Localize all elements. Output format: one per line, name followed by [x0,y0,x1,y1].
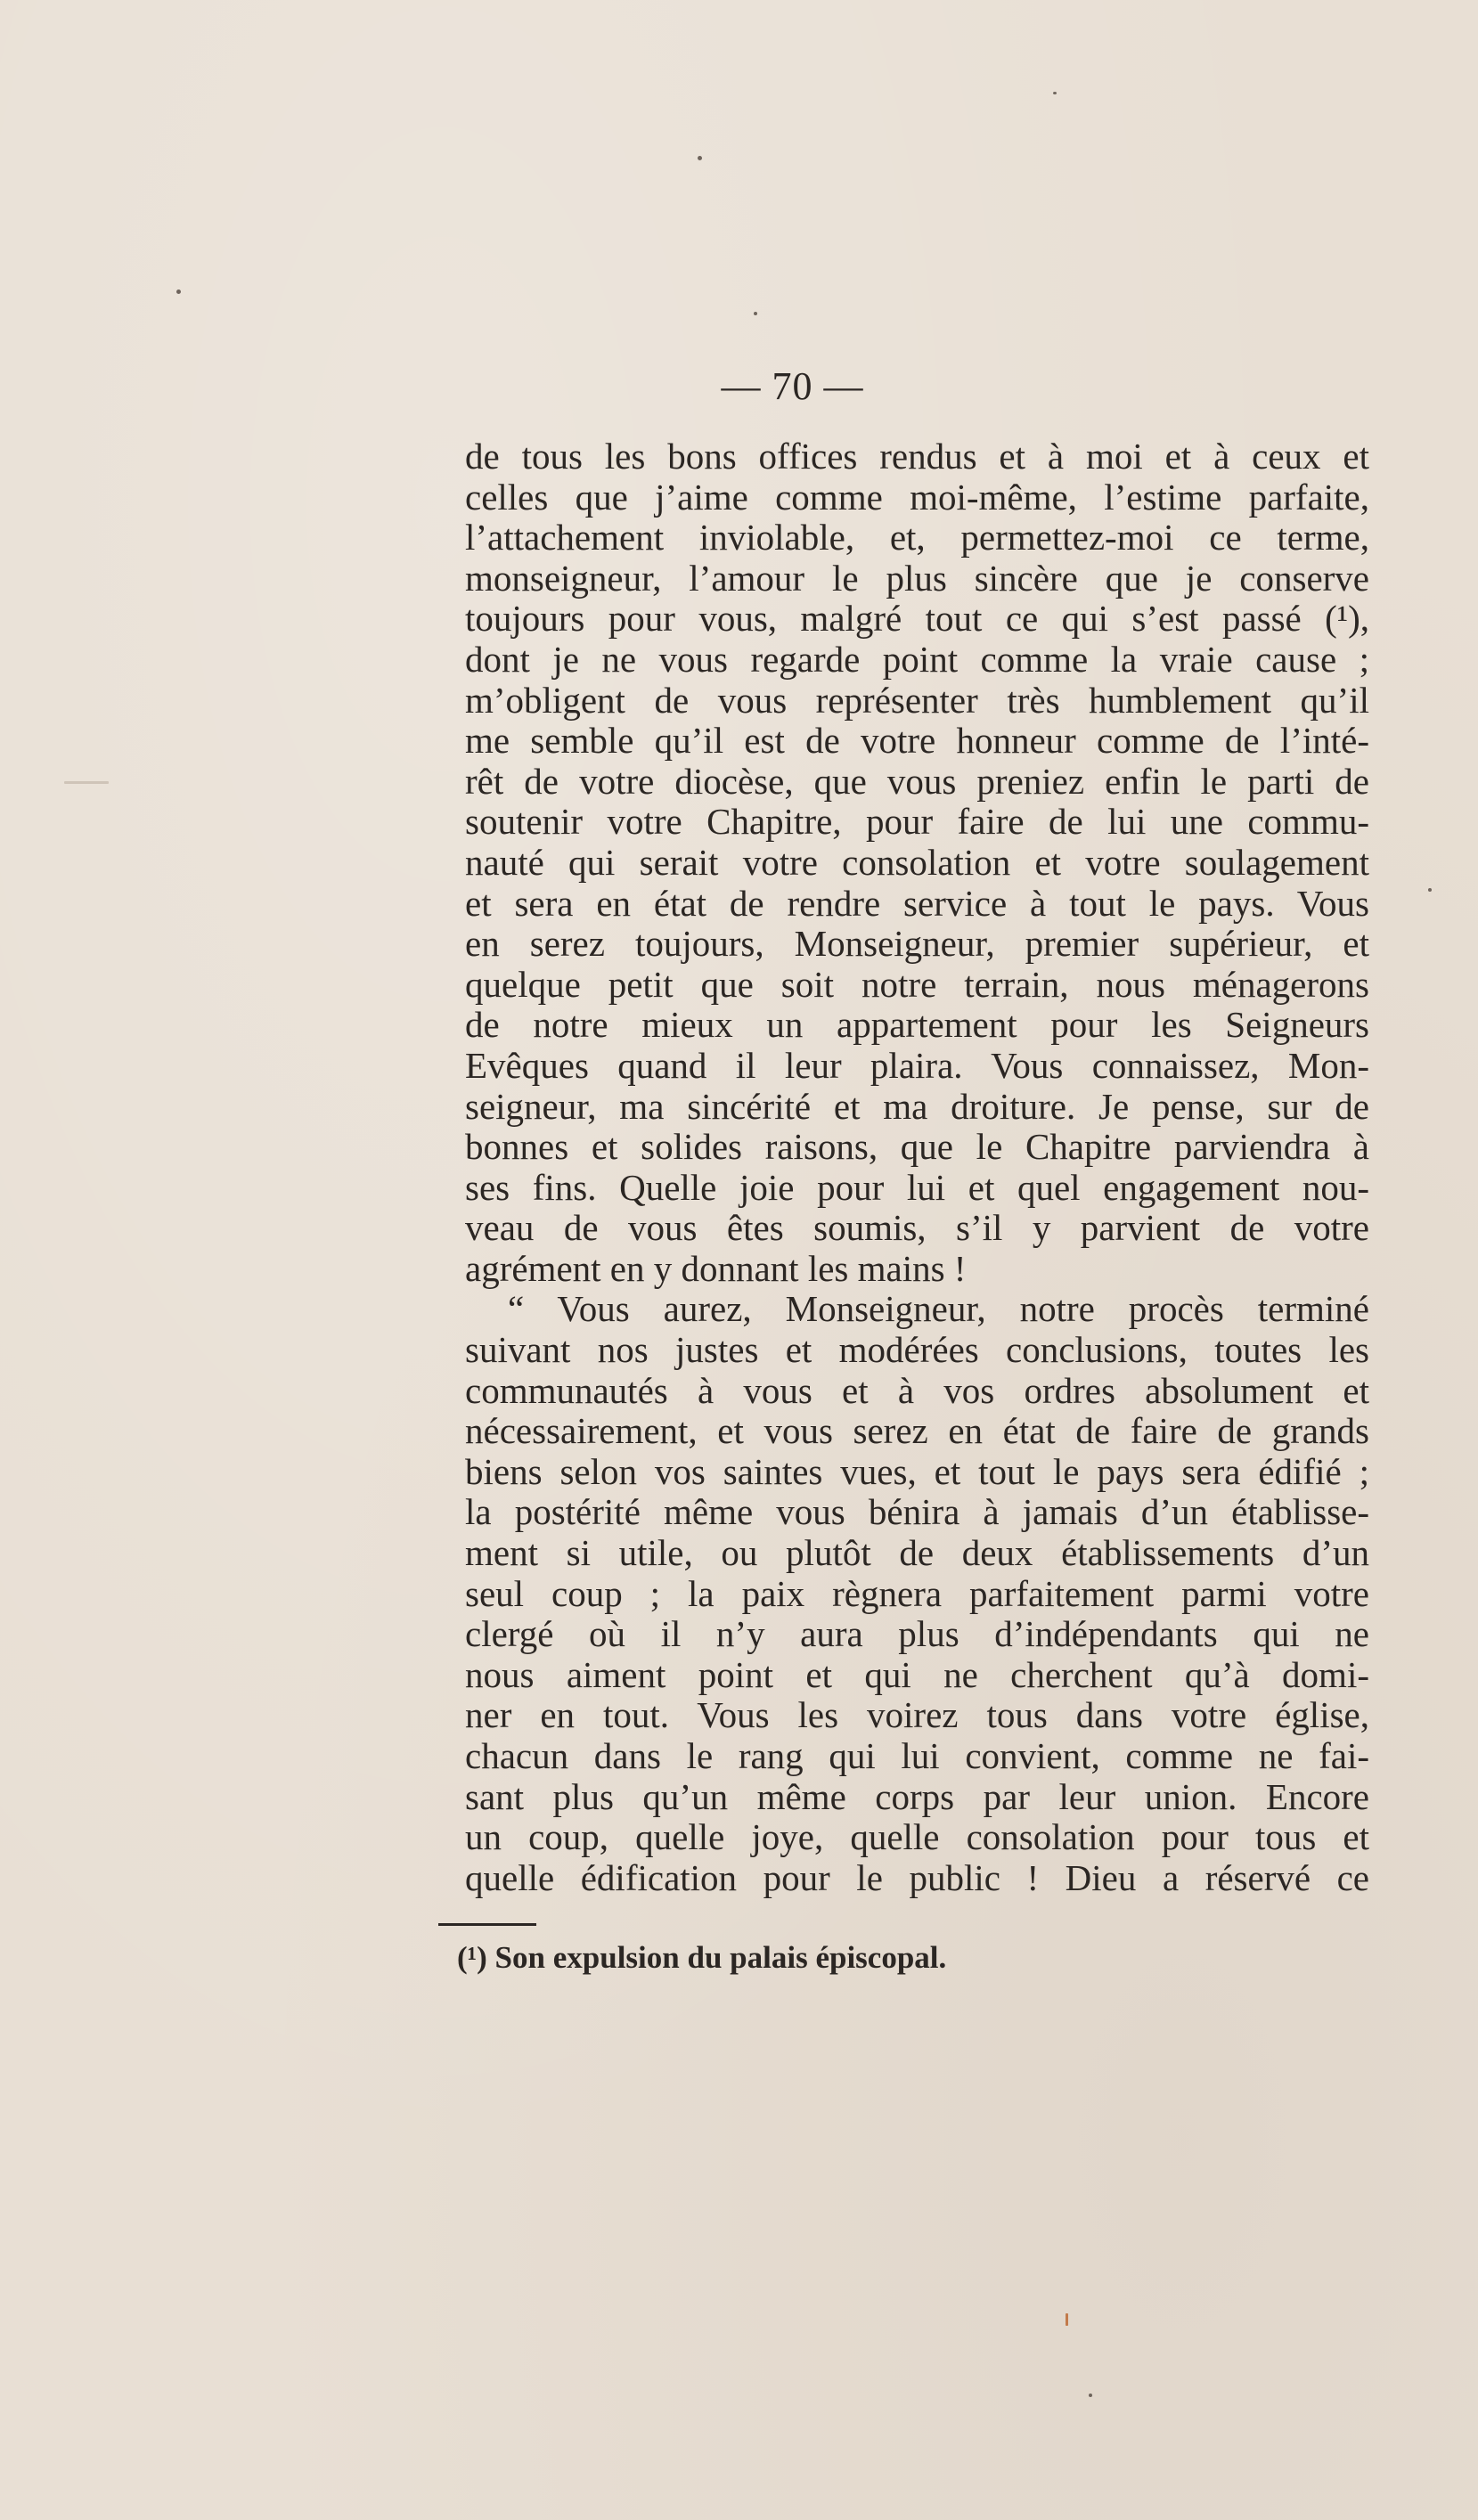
text-line: nauté qui serait votre consolation et votre soulagement [465,841,1369,883]
text-line: clergé où il n’y aura plus d’indépendants qui ne [465,1613,1369,1655]
text-line: me semble qu’il est de votre honneur comme de l’inté- [465,720,1369,762]
paper-speck [176,290,181,294]
text-line: seigneur, ma sincérité et ma droiture. Je pense, sur de [465,1085,1369,1127]
paper-speck [1428,888,1432,892]
text-line: de notre mieux un appartement pour les Seigneurs [465,1004,1369,1046]
text-line: seul coup ; la paix règnera parfaitement parmi votre [465,1572,1369,1614]
text-line: Evêques quand il leur plaira. Vous connaissez, Mon- [465,1044,1369,1086]
text-line: nous aiment point et qui ne cherchent qu’à domi- [465,1653,1369,1695]
paper-speck [1089,2394,1092,2397]
paper-speck [64,781,109,784]
paper-speck [1053,92,1057,94]
text-line: quelque petit que soit notre terrain, nous ménagerons [465,963,1369,1005]
text-line: chacun dans le rang qui lui convient, comme ne fai- [465,1735,1369,1776]
text-line: celles que j’aime comme moi-même, l’estime parfaite, [465,476,1369,518]
text-line: un coup, quelle joye, quelle consolation pour tous et [465,1816,1369,1858]
text-line: monseigneur, l’amour le plus sincère que je conserve [465,557,1369,599]
text-line: l’attachement inviolable, et, permettez-moi ce terme, [465,517,1369,559]
text-line: veau de vous êtes soumis, s’il y parvient de votre [465,1207,1369,1249]
text-line: sant plus qu’un même corps par leur union. Encore [465,1775,1369,1817]
text-line: biens selon vos saintes vues, et tout le pays sera édifié ; [465,1450,1369,1492]
text-line: de tous les bons offices rendus et à moi et à ceux et [465,436,1369,477]
text-line: ment si utile, ou plutôt de deux établissements d’un [465,1532,1369,1574]
text-line: soutenir votre Chapitre, pour faire de lui une commu- [465,801,1369,843]
text-line: agrément en y donnant les mains ! [465,1247,967,1289]
body-text [465,436,1369,1898]
paper-speck [698,156,702,160]
text-line: dont je ne vous regarde point comme la vraie cause ; [465,638,1369,680]
text-line: en serez toujours, Monseigneur, premier supérieur, et [465,923,1369,965]
text-line: bonnes et solides raisons, que le Chapitre parviendra à [465,1126,1369,1168]
text-line: toujours pour vous, malgré tout ce qui s’est passé (¹), [465,598,1369,640]
text-line: suivant nos justes et modérées conclusions, toutes les [465,1329,1369,1371]
text-line: communautés à vous et à vos ordres absolument et [465,1369,1369,1411]
footnote-divider [438,1923,536,1926]
page-number: — 70 — [721,364,864,408]
paper-speck [1066,2313,1068,2326]
text-line: m’obligent de vous représenter très humblement qu’il [465,679,1369,721]
text-line: ner en tout. Vous les voirez tous dans votre église, [465,1694,1369,1736]
text-line: “ Vous aurez, Monseigneur, notre procès terminé [508,1288,1369,1330]
paper-speck [754,312,757,315]
text-line: ses fins. Quelle joie pour lui et quel engagement nou- [465,1166,1369,1208]
footnote: (¹) Son expulsion du palais épiscopal. [457,1940,947,1975]
text-line: et sera en état de rendre service à tout le pays. Vous [465,882,1369,924]
text-line: rêt de votre diocèse, que vous preniez enfin le parti de [465,760,1369,802]
text-line: la postérité même vous bénira à jamais d’un établisse- [465,1491,1369,1533]
text-line: nécessairement, et vous serez en état de faire de grands [465,1410,1369,1452]
text-line: quelle édification pour le public ! Dieu a réservé ce [465,1856,1369,1898]
